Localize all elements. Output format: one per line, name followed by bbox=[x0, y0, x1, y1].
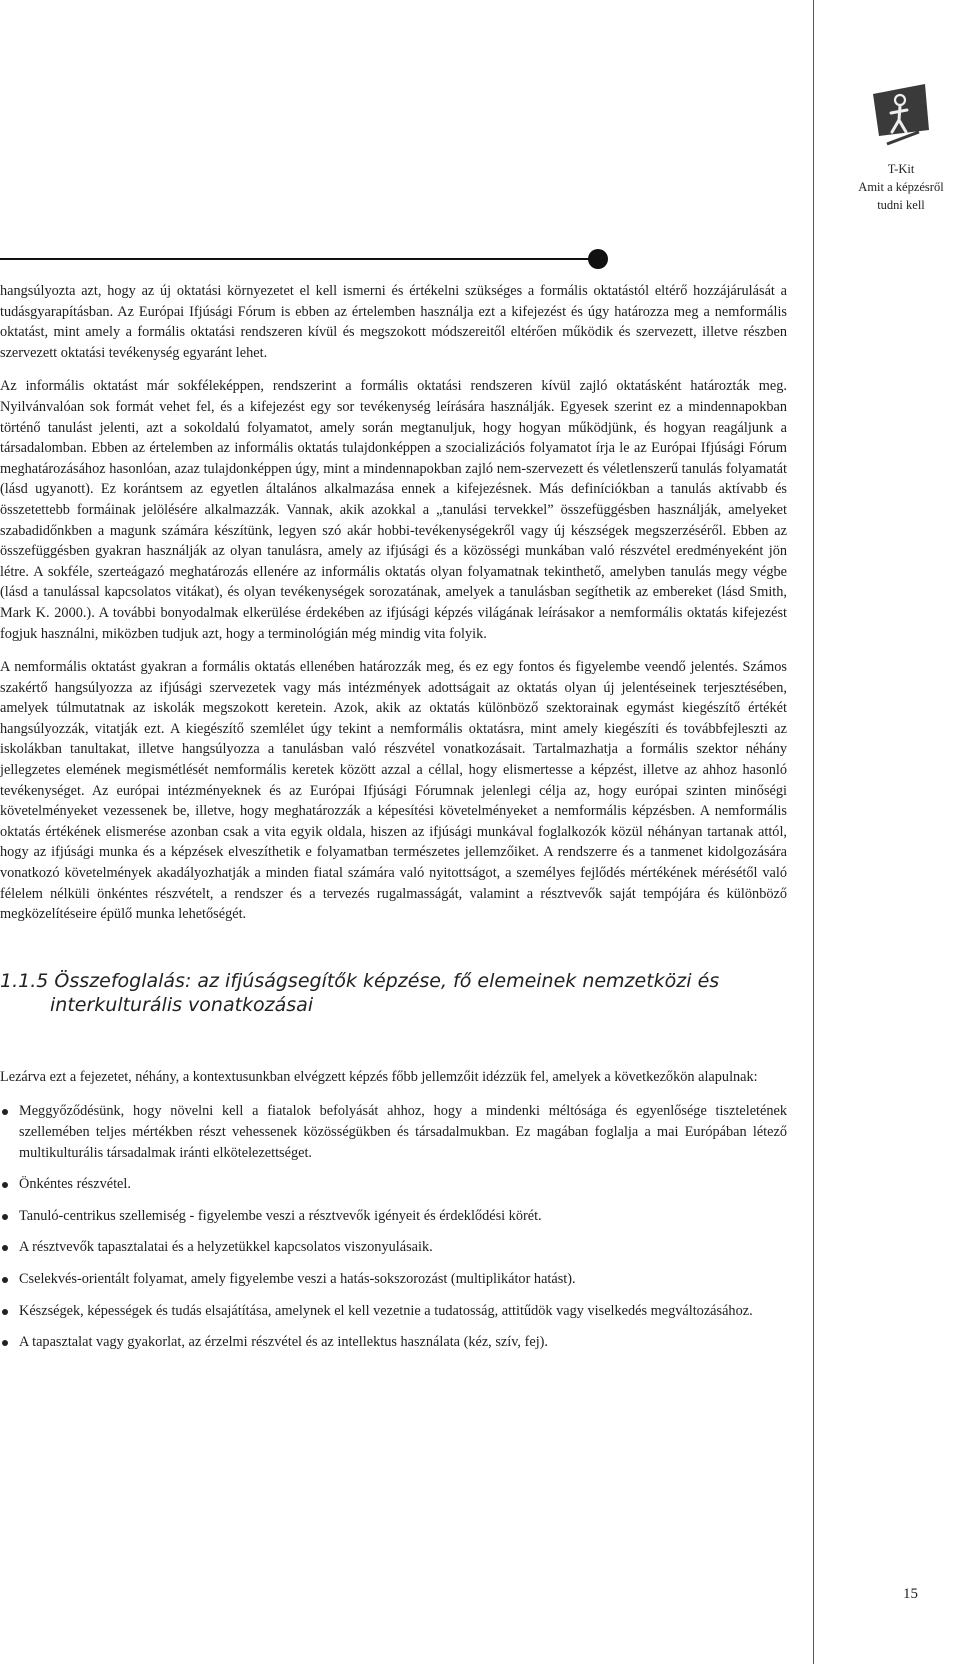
page-number: 15 bbox=[903, 1586, 918, 1602]
bullet-list bbox=[0, 1101, 787, 1352]
header-rule bbox=[0, 258, 592, 260]
margin-divider-line bbox=[813, 0, 814, 1664]
series-subtitle-line1: Amit a képzésről bbox=[858, 180, 944, 194]
body-paragraph: A nemformális oktatást gyakran a formális oktatás ellenében határozzák meg, és ez egy fontos és figyelembe veendő jelentés. Számos szakértő hangsúlyozza az ifjúsági szervezetek vagy más intézmények adottságait az oktatás olyan új jelentéseinek terjesztésében, amelyek túlmutatnak az iskolák megszokott keretein. Azok, akik az oktatás különböző szektorainak egymást kiegészítő értékét hangsúlyozzák, vitatják ezt. A kiegészítő szemlélet úgy tekint a nemformális oktatásra, mint amely kiegészíti és továbbfejleszti az iskolákban tanultakat, illetve hangsúlyozza a tanulásban való részvétel vonatkozásait. Tartalmazhatja a formális szektor néhány jellegzetes elemének megismétlését nemformális keretek között azzal a céllal, hogy elismertesse a képzést, illetve az ahhoz hasonló tevékenységet. Az európai intézményeknek és az Európai Ifjúsági Fórumnak jelenlegi célja az, hogy európai szinten minőségi követelményeket vezessenek be, illetve, hogy meghatározzák a képesítési követelményeket a nemformális képzésben. A nemformális oktatás értékének elismerése azonban csak a vita egyik oldala, hiszen az ifjúsági munkával foglalkozók közül néhányan tartanak attól, hogy az ifjúsági munka és a képzések elveszíthetik e folyamatban természetes jellemzőiket. A rendszerre és a tanmenet kidolgozására vonatkozó követelmények akadályozhatják a minden fiatal számára való nyitottságot, a személyes fejlődés mértékének mérésétől való félelem nélküli önkéntes részvételt, a rendszer és a tervezés rugalmasságát, valamint a résztvevők saját tempójára és különböző megközelítéseire épülő munka lehetőségét. bbox=[0, 659, 787, 923]
list-item: Meggyőződésünk, hogy növelni kell a fiatalok befolyását ahhoz, hogy a mindenki méltósága és egyenlősége tiszteletének szellemében teljes mértékben részt vehessenek közösségükben és társadalmukban. Ez magában foglalja a mai Európában létező multikulturális társadalmak iránti elkötelezettséget. bbox=[0, 1101, 787, 1163]
header-rule-dot bbox=[588, 249, 608, 269]
body-paragraph: Az informális oktatást már sokféleképpen, rendszerint a formális oktatási rendszeren kívül zajló oktatásként határozták meg. Nyilvánvalóan sok formát vehet fel, és a kifejezést egy sor tevékenység leírására használják. Egyesek szerint ez a mindennapokban történő tanulást jelenti, azt a sokoldalú folyamatot, amely során megtanuljuk, hogy hogyan működjünk, és hogyan reagáljunk a társadalomban. Ebben az értelemben az informális oktatás tulajdonképpen a szocializációs folyamatot írja le az Európai Ifjúsági Fórum meghatározásához hasonlóan, azaz tulajdonképpen úgy, mint a mindennapokban zajló nem-szervezett és véletlenszerű tanulás folyamatát (lásd ugyanott). Ez korántsem az egyetlen általános alkalmazása ennek a kifejezésnek. Más definíciókban a tanulás aktívabb és összetettebb formáinak jelölésére alkalmazzák. Vannak, akik azokkal a „tanulási tervekkel” összefüggésben használják, amelyeket szabadidőnkben a magunk számára készítünk, legyen szó akár hobbi-tevékenységekről vagy új készségek megszerzéséről. Ebben az összefüggésben gyakran használják az olyan tanulásra, amely az ifjúsági és a közösségi munkában való részvétel eredményeként jön létre. A sokféle, szerteágazó meghatározás ellenére az informális oktatás olyan folyamatnak tekinthető, amelyben tanulás megy végbe (lásd a tanulással kapcsolatos vitákat), és olyan tevékenységek sorozatának, amelyek a tanulásban segíthetik az embereket (lásd Smith, Mark K. 2000.). A további bonyodalmak elkerülése érdekében az ifjúsági képzés világának leírásakor a nemformális oktatás kifejezést fogjuk használni, miközben tudjuk azt, hogy a terminológián még mindig vita folyik. bbox=[0, 378, 787, 642]
list-item: A tapasztalat vagy gyakorlat, az érzelmi részvétel és az intellektus használata (kéz, szív, fej). bbox=[0, 1332, 787, 1353]
list-item: Készségek, képességek és tudás elsajátítása, amelynek el kell vezetnie a tudatosság, attitűdök vagy viselkedés megváltozásához. bbox=[0, 1301, 787, 1322]
page-body bbox=[0, 281, 787, 1364]
series-title: T-Kit bbox=[887, 162, 915, 176]
section-title: Összefoglalás: az ifjúságsegítők képzése, fő elemeinek nemzetközi és interkulturális vonatkozásai bbox=[50, 969, 720, 1016]
series-label bbox=[845, 160, 957, 214]
section-number: 1.1.5 bbox=[0, 969, 49, 992]
list-item: Önkéntes részvétel. bbox=[0, 1174, 787, 1195]
section-heading bbox=[0, 969, 787, 1017]
list-item: Cselekvés-orientált folyamat, amely figyelembe veszi a hatás-sokszorozást (multiplikátor hatást). bbox=[0, 1269, 787, 1290]
list-item: A résztvevők tapasztalatai és a helyzetükkel kapcsolatos viszonyulásaik. bbox=[0, 1237, 787, 1258]
list-item: Tanuló-centrikus szellemiség - figyelembe veszi a résztvevők igényeit és érdeklődési körét. bbox=[0, 1206, 787, 1227]
body-paragraph: hangsúlyozta azt, hogy az új oktatási környezetet el kell ismerni és értékelni szükséges a formális oktatástól eltérő hozzájárulását a tudásgyarapításban. Az Európai Ifjúsági Fórum is ebben az értelemben használja ezt a kifejezést és úgy határozza meg a nemformális oktatást, mint amely a formális oktatási rendszeren kívül és megszokott módszereitől eltérően működik és szervezett, illetve részben szervezett oktatási tevékenység egyaránt lehet. bbox=[0, 283, 787, 361]
t-kit-figure-logo-icon bbox=[869, 82, 933, 146]
series-subtitle-line2: tudni kell bbox=[877, 198, 925, 212]
intro-paragraph: Lezárva ezt a fejezetet, néhány, a kontextusunkban elvégzett képzés főbb jellemzőit idézzük fel, amelyek a következőkön alapulnak: bbox=[0, 1068, 758, 1085]
